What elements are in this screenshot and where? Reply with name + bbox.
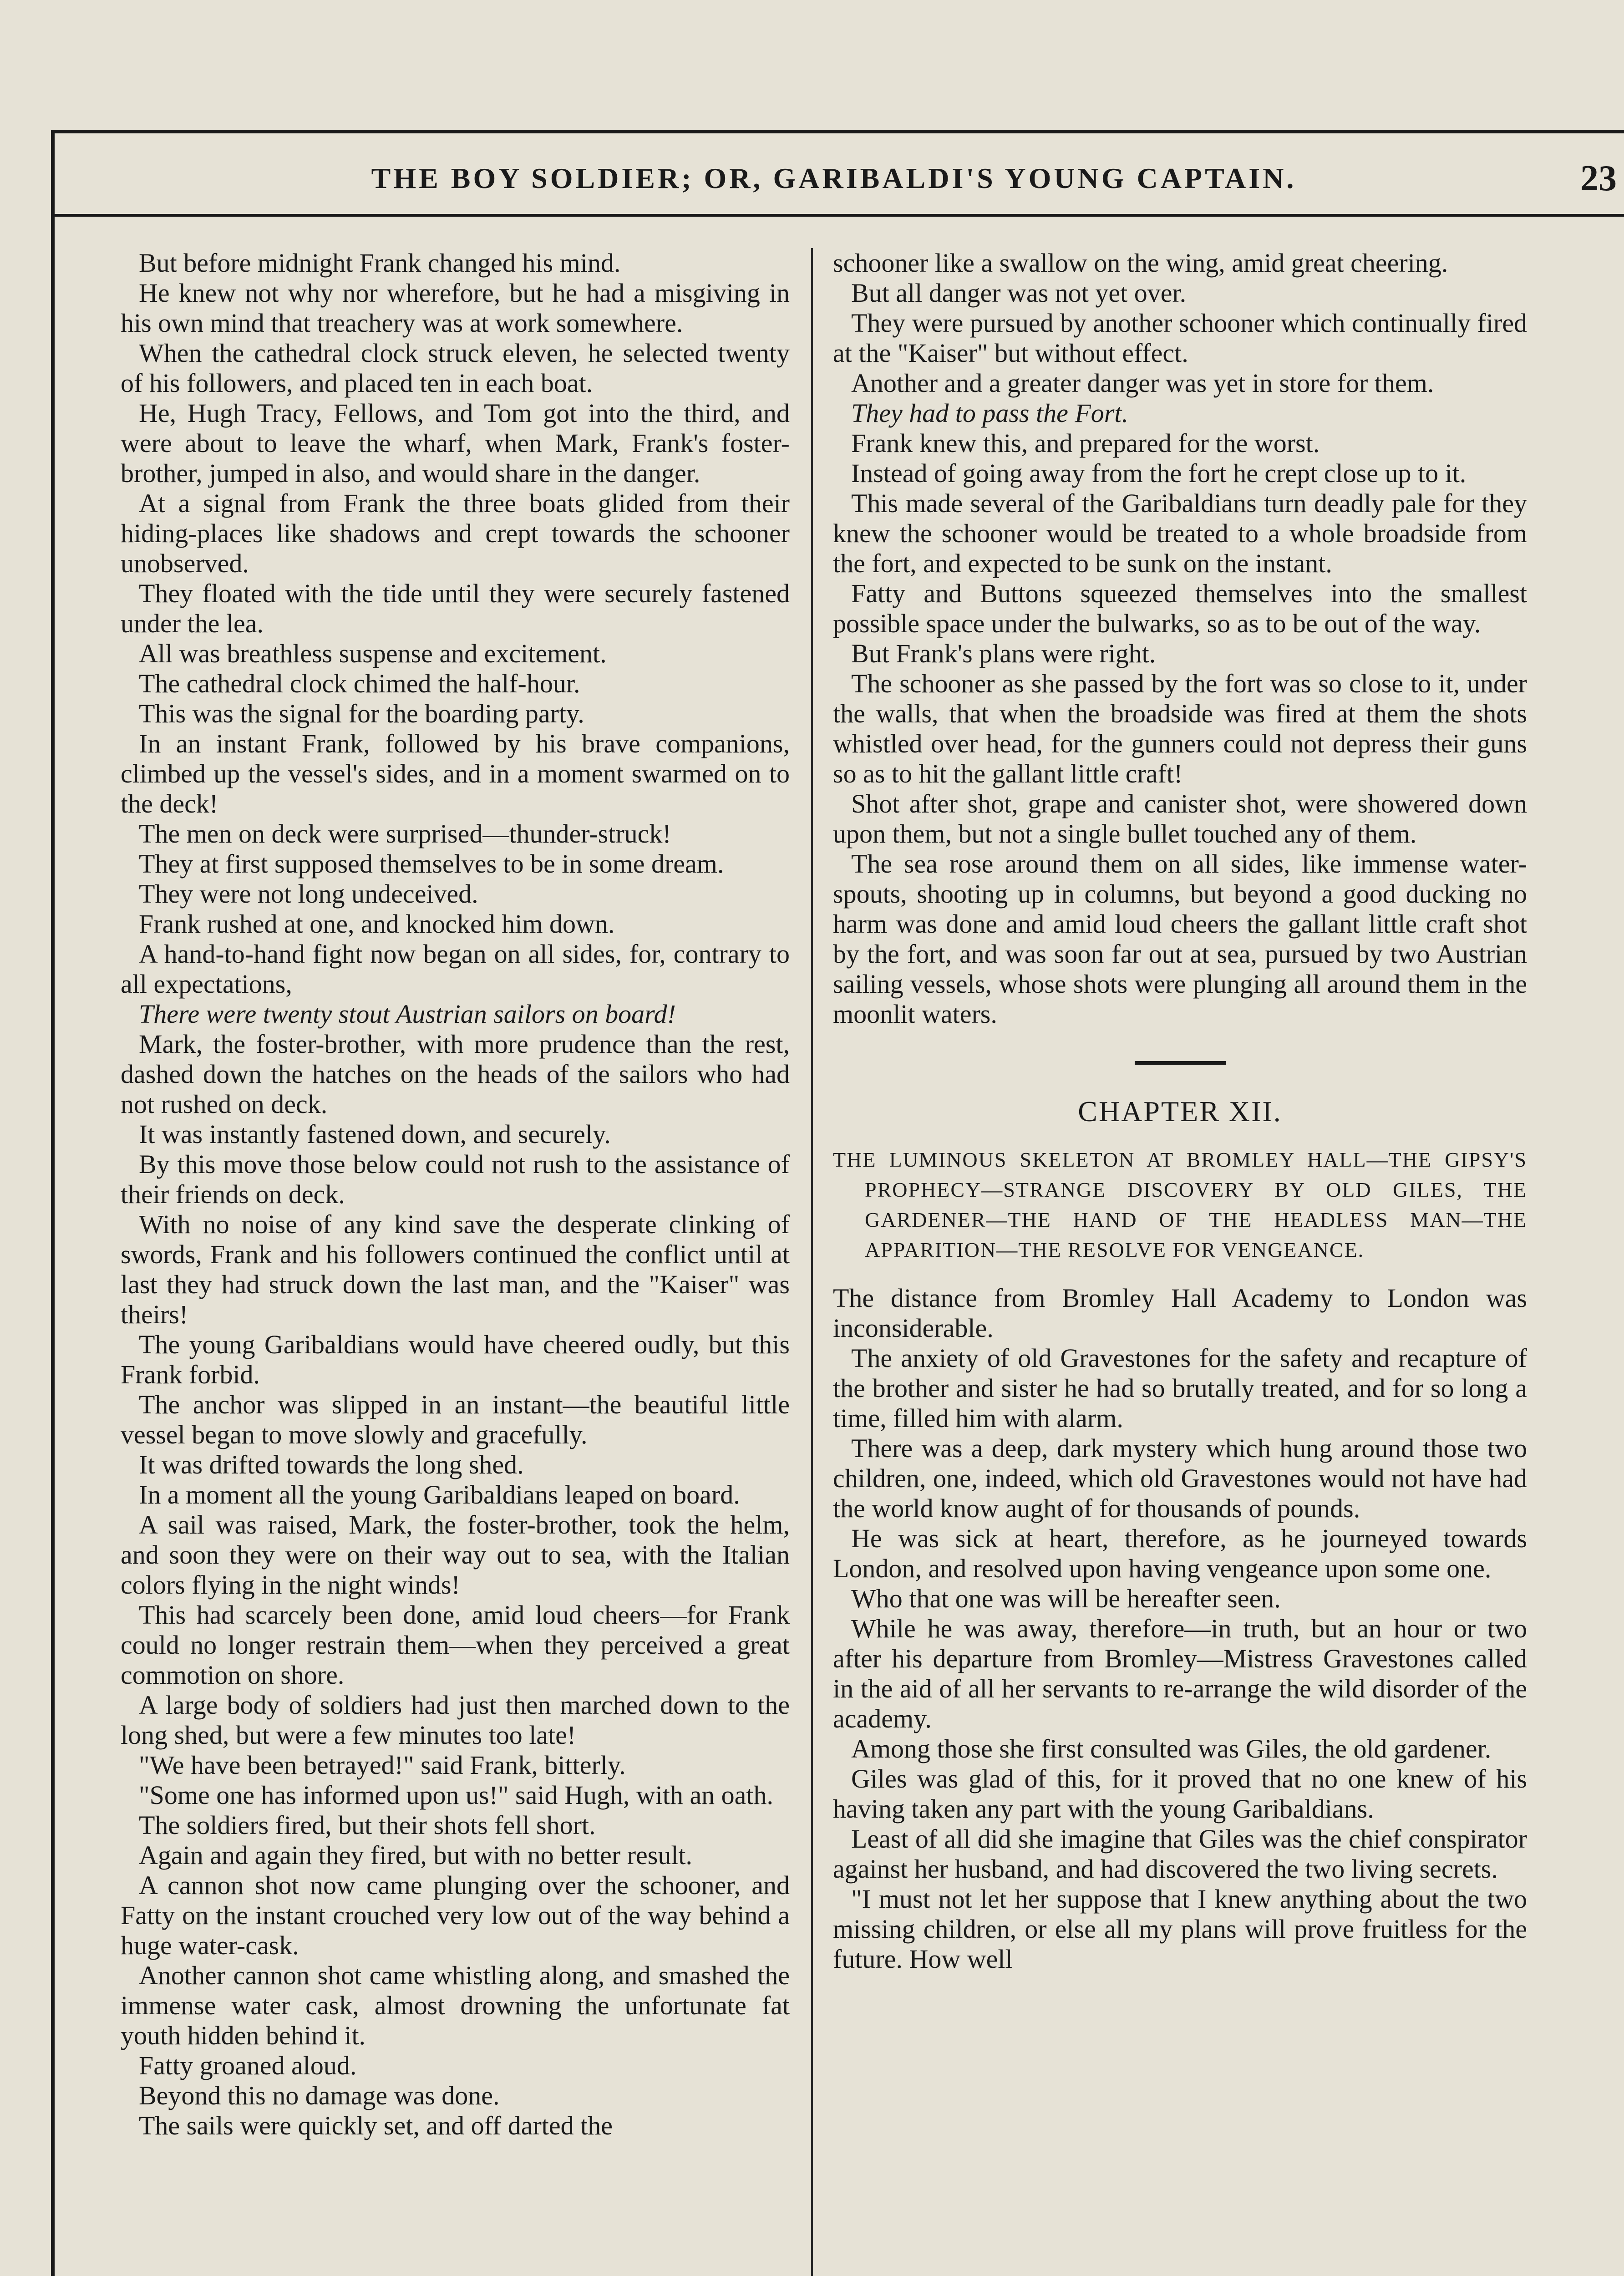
paragraph: By this move those below could not rush to the assistance of their friends on deck. xyxy=(121,1149,790,1209)
paragraph: They at first supposed themselves to be in some dream. xyxy=(139,849,724,879)
paragraph: "We have been betrayed!" said Frank, bitterly. xyxy=(139,1750,626,1780)
paragraph: At a signal from Frank the three boats glided from their hiding-places like shadows and crept towards the schooner unobserved. xyxy=(121,488,790,578)
paragraph: A large body of soldiers had just then marched down to the long shed, but were a few minutes too late! xyxy=(121,1690,790,1750)
paragraph: "Some one has informed upon us!" said Hugh, with an oath. xyxy=(139,1780,774,1810)
page-header xyxy=(51,158,1617,203)
paragraph: A cannon shot now came plunging over the schooner, and Fatty on the instant crouched very low out of the way behind a huge water-cask. xyxy=(121,1870,790,1960)
chapter-heading: CHAPTER XII. xyxy=(1078,1095,1282,1128)
paragraph: Frank rushed at one, and knocked him down. xyxy=(139,909,615,939)
paragraph: A sail was raised, Mark, the foster-brother, took the helm, and soon they were on their way out to sea, with the Italian colors flying in the night winds! xyxy=(121,1510,790,1600)
paragraph: They were pursued by another schooner which continually fired at the "Kaiser" but without effect. xyxy=(833,308,1527,368)
paragraph: Another cannon shot came whistling along, and smashed the immense water cask, almost drowning the unfortunate fat youth hidden behind it. xyxy=(121,1961,790,2050)
paragraph: This had scarcely been done, amid loud cheers—for Frank could no longer restrain them—when they perceived a great commotion on shore. xyxy=(121,1600,790,1690)
paragraph: When the cathedral clock struck eleven, he selected twenty of his followers, and placed ten in each boat. xyxy=(121,338,790,398)
column-divider xyxy=(811,248,813,2276)
paragraph: All was breathless suspense and excitement. xyxy=(139,639,607,668)
chapter-synopsis: THE LUMINOUS SKELETON AT BROMLEY HALL—THE GIPSY'S PROPHECY—STRANGE DISCOVERY BY OLD GILES, THE GARDENER—THE HAND OF THE HEADLESS MAN—THE APPARITION—THE RESOLVE FOR VENGEANCE. xyxy=(833,1148,1527,1261)
paragraph: This was the signal for the boarding party. xyxy=(139,699,584,728)
paragraph: Who that one was will be hereafter seen. xyxy=(851,1584,1281,1613)
paragraph: It was instantly fastened down, and securely. xyxy=(139,1119,611,1149)
paragraph: While he was away, therefore—in truth, but an hour or two after his departure from Bromley—Mistress Gravestones called in the aid of all her servants to re-arrange the wild disorder of the academy. xyxy=(833,1614,1527,1733)
paragraph: In a moment all the young Garibaldians leaped on board. xyxy=(139,1480,740,1509)
section-ornament-rule xyxy=(1135,1061,1226,1065)
page-number: 23 xyxy=(1580,158,1617,198)
paragraph: With no noise of any kind save the desperate clinking of swords, Frank and his followers continued the conflict until at last they had struck down the last man, and the "Kaiser" was theirs! xyxy=(121,1209,790,1329)
paragraph: The men on deck were surprised—thunder-struck! xyxy=(139,819,671,848)
paragraph: The anchor was slipped in an instant—the beautiful little vessel began to move slowly and gracefully. xyxy=(121,1390,790,1449)
paragraph: The anxiety of old Gravestones for the safety and recapture of the brother and sister he had so brutally treated, and for so long a time, filled him with alarm. xyxy=(833,1343,1527,1433)
paragraph: They floated with the tide until they were securely fastened under the lea. xyxy=(121,579,790,638)
paragraph: Fatty groaned aloud. xyxy=(139,2051,357,2080)
paragraph: But all danger was not yet over. xyxy=(851,278,1187,308)
paragraph: Giles was glad of this, for it proved that no one knew of his having taken any part with the young Garibaldians. xyxy=(833,1764,1527,1824)
paragraph: Another and a greater danger was yet in store for them. xyxy=(851,368,1434,398)
paragraph: The distance from Bromley Hall Academy to London was inconsiderable. xyxy=(833,1283,1527,1343)
paragraph: Shot after shot, grape and canister shot, were showered down upon them, but not a single bullet touched any of them. xyxy=(833,789,1527,848)
running-title: THE BOY SOLDIER; OR, GARIBALDI'S YOUNG CAPTAIN. xyxy=(371,162,1297,194)
right-column-bottom-text xyxy=(833,1283,1527,1974)
paragraph: Frank knew this, and prepared for the worst. xyxy=(851,428,1320,458)
paragraph: There were twenty stout Austrian sailors on board! xyxy=(139,999,676,1029)
left-column xyxy=(121,248,790,2276)
paragraph: He knew not why nor wherefore, but he had a misgiving in his own mind that treachery was at work somewhere. xyxy=(121,278,790,338)
paragraph: But before midnight Frank changed his mind. xyxy=(139,248,621,278)
paragraph: It was drifted towards the long shed. xyxy=(139,1450,524,1479)
paragraph: Again and again they fired, but with no better result. xyxy=(139,1840,693,1870)
paragraph: Among those she first consulted was Giles, the old gardener. xyxy=(851,1734,1492,1763)
paragraph: Fatty and Buttons squeezed themselves into the smallest possible space under the bulwarks, so as to be out of the way. xyxy=(833,579,1527,638)
paragraph: A hand-to-hand fight now began on all sides, for, contrary to all expectations, xyxy=(121,939,790,999)
paragraph: The soldiers fired, but their shots fell short. xyxy=(139,1810,596,1840)
paragraph: The young Garibaldians would have cheered oudly, but this Frank forbid. xyxy=(121,1330,790,1389)
right-column-top-text xyxy=(833,248,1527,1029)
paragraph: There was a deep, dark mystery which hung around those two children, one, indeed, which old Gravestones would not have had the world know aught of for thousands of pounds. xyxy=(833,1433,1527,1523)
paragraph: Instead of going away from the fort he crept close up to it. xyxy=(851,458,1467,488)
paragraph: In an instant Frank, followed by his brave companions, climbed up the vessel's sides, and in a moment swarmed on to the deck! xyxy=(121,729,790,818)
paragraph: The cathedral clock chimed the half-hour. xyxy=(139,669,580,698)
paragraph: The schooner as she passed by the fort was so close to it, under the walls, that when the broadside was fired at them the shots whistled over head, for the gunners could not depress their guns so as to hit the gallant little craft! xyxy=(833,669,1527,788)
paragraph: But Frank's plans were right. xyxy=(851,639,1156,668)
paragraph: "I must not let her suppose that I knew anything about the two missing children, or else all my plans will prove fruitless for the future. How well xyxy=(833,1884,1527,1974)
right-column xyxy=(833,248,1527,2276)
paragraph: He, Hugh Tracy, Fellows, and Tom got into the third, and were about to leave the wharf, when Mark, Frank's foster-brother, jumped in also, and would share in the danger. xyxy=(121,398,790,488)
paragraph: They were not long undeceived. xyxy=(139,879,478,909)
paragraph: The sea rose around them on all sides, like immense water-spouts, shooting up in columns, but beyond a good ducking no harm was done and amid loud cheers the gallant little craft shot by the fort, and was soon far out at sea, pursued by two Austrian sailing vessels, whose shots were plunging all around them in the moonlit waters. xyxy=(833,849,1527,1029)
paragraph: schooner like a swallow on the wing, amid great cheering. xyxy=(833,248,1448,278)
paragraph: They had to pass the Fort. xyxy=(851,398,1128,428)
header-rule xyxy=(51,214,1624,217)
paragraph: The sails were quickly set, and off darted the xyxy=(139,2111,613,2140)
paragraph: Mark, the foster-brother, with more prudence than the rest, dashed down the hatches on the heads of the sailors who had not rushed on deck. xyxy=(121,1029,790,1119)
paragraph: Least of all did she imagine that Giles was the chief conspirator against her husband, and had discovered the two living secrets. xyxy=(833,1824,1527,1884)
paragraph: Beyond this no damage was done. xyxy=(139,2081,500,2110)
paragraph: He was sick at heart, therefore, as he journeyed towards London, and resolved upon having vengeance upon some one. xyxy=(833,1524,1527,1583)
paragraph: This made several of the Garibaldians turn deadly pale for they knew the schooner would be treated to a whole broadside from the fort, and expected to be sunk on the instant. xyxy=(833,488,1527,578)
